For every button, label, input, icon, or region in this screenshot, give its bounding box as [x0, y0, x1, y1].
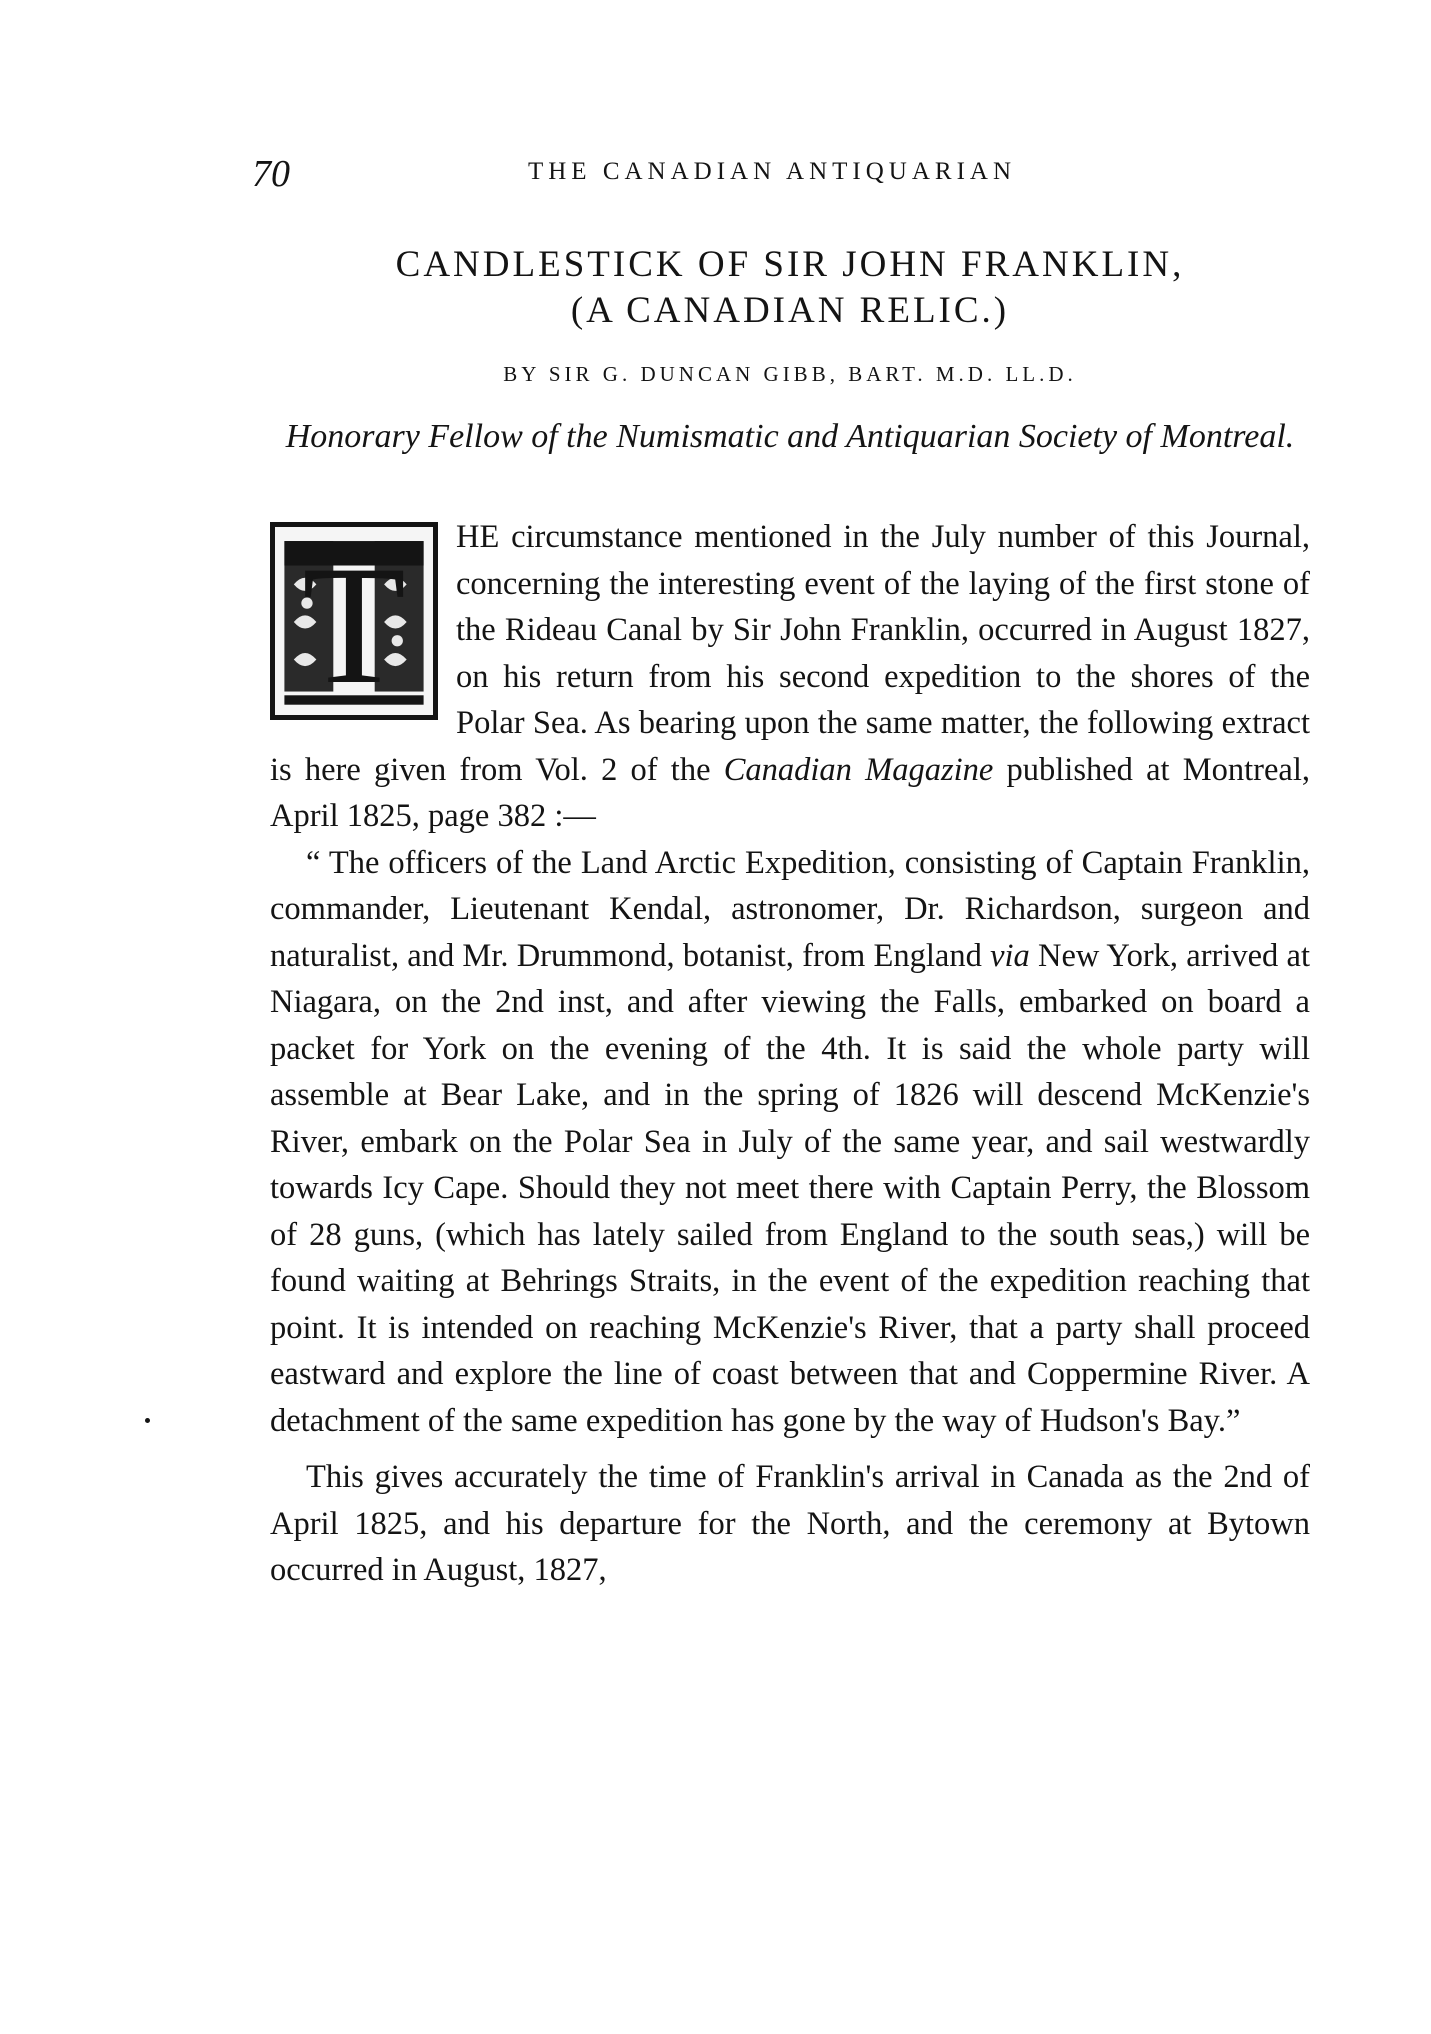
article-title: CANDLESTICK OF SIR JOHN FRANKLIN,: [395, 244, 1185, 285]
paragraph-1-italic: Canadian Magazine: [723, 751, 994, 788]
page-number: 70: [252, 153, 290, 195]
paragraph-2: [270, 840, 1310, 1445]
paragraph-1-start: HE circumstance mentioned in the July number of this Journal, concerning the interesting event of the laying of the first stone of the Rideau Canal by Sir John Franklin, occurred in August 1827, on his return from his second expedition to the shores of the Polar Sea. As bearing upon the same matter, the following extract is here given from Vol. 2 of the: [270, 519, 1310, 788]
title-block: [270, 242, 1310, 461]
drop-cap-letter: T: [302, 531, 406, 719]
paragraph-1-end: published at Montreal, April 1825, page 382 :—: [270, 751, 1311, 834]
article-body: [270, 514, 1310, 1594]
journal-title: THE CANADIAN ANTIQUARIAN: [527, 158, 1017, 185]
article-subtitle: (A CANADIAN RELIC.): [570, 290, 1010, 331]
byline: BY SIR G. DUNCAN GIBB, BART. M.D. LL.D.: [503, 362, 1077, 386]
stray-mark: [145, 1418, 150, 1423]
paragraph-2-italic: via: [990, 937, 1030, 974]
running-head: [252, 152, 1292, 196]
paragraph-2-end: New York, arrived at Niagara, on the 2nd inst, and after viewing the Falls, embarked on board a packet for York on the evening of the 4th. It is said the whole party will assemble at Bear Lake, and in the spring of 1826 will descend McKenzie's River, embark on the Polar Sea in July of the same year, and sail westwardly towards Icy Cape. Should they not meet there with Captain Perry, the Blossom of 28 guns, (which has lately sailed from England to the south seas,) will be found waiting at Behrings Straits, in the event of the expedition reaching that point. It is intended on reaching McKenzie's River, that a party shall proceed eastward and explore the line of coast between that and Coppermine River. A detachment of the same expedition has gone by the way of Hudson's Bay.”: [270, 937, 1310, 1439]
affiliation: Honorary Fellow of the Numismatic and Antiquarian Society of Montreal.: [285, 418, 1295, 455]
paragraph-2-start: “ The officers of the Land Arctic Expedition, consisting of Captain Franklin, commander, Lieutenant Kendal, astronomer, Dr. Richardson, surgeon and naturalist, and Mr. Drummond, botanist, from England: [270, 844, 1310, 974]
ornamental-drop-cap: [270, 522, 438, 720]
paragraph-3: This gives accurately the time of Franklin's arrival in Canada as the 2nd of April 1825, and his departure for the North, and the ceremony at Bytown occurred in August, 1827,: [270, 1459, 1310, 1588]
